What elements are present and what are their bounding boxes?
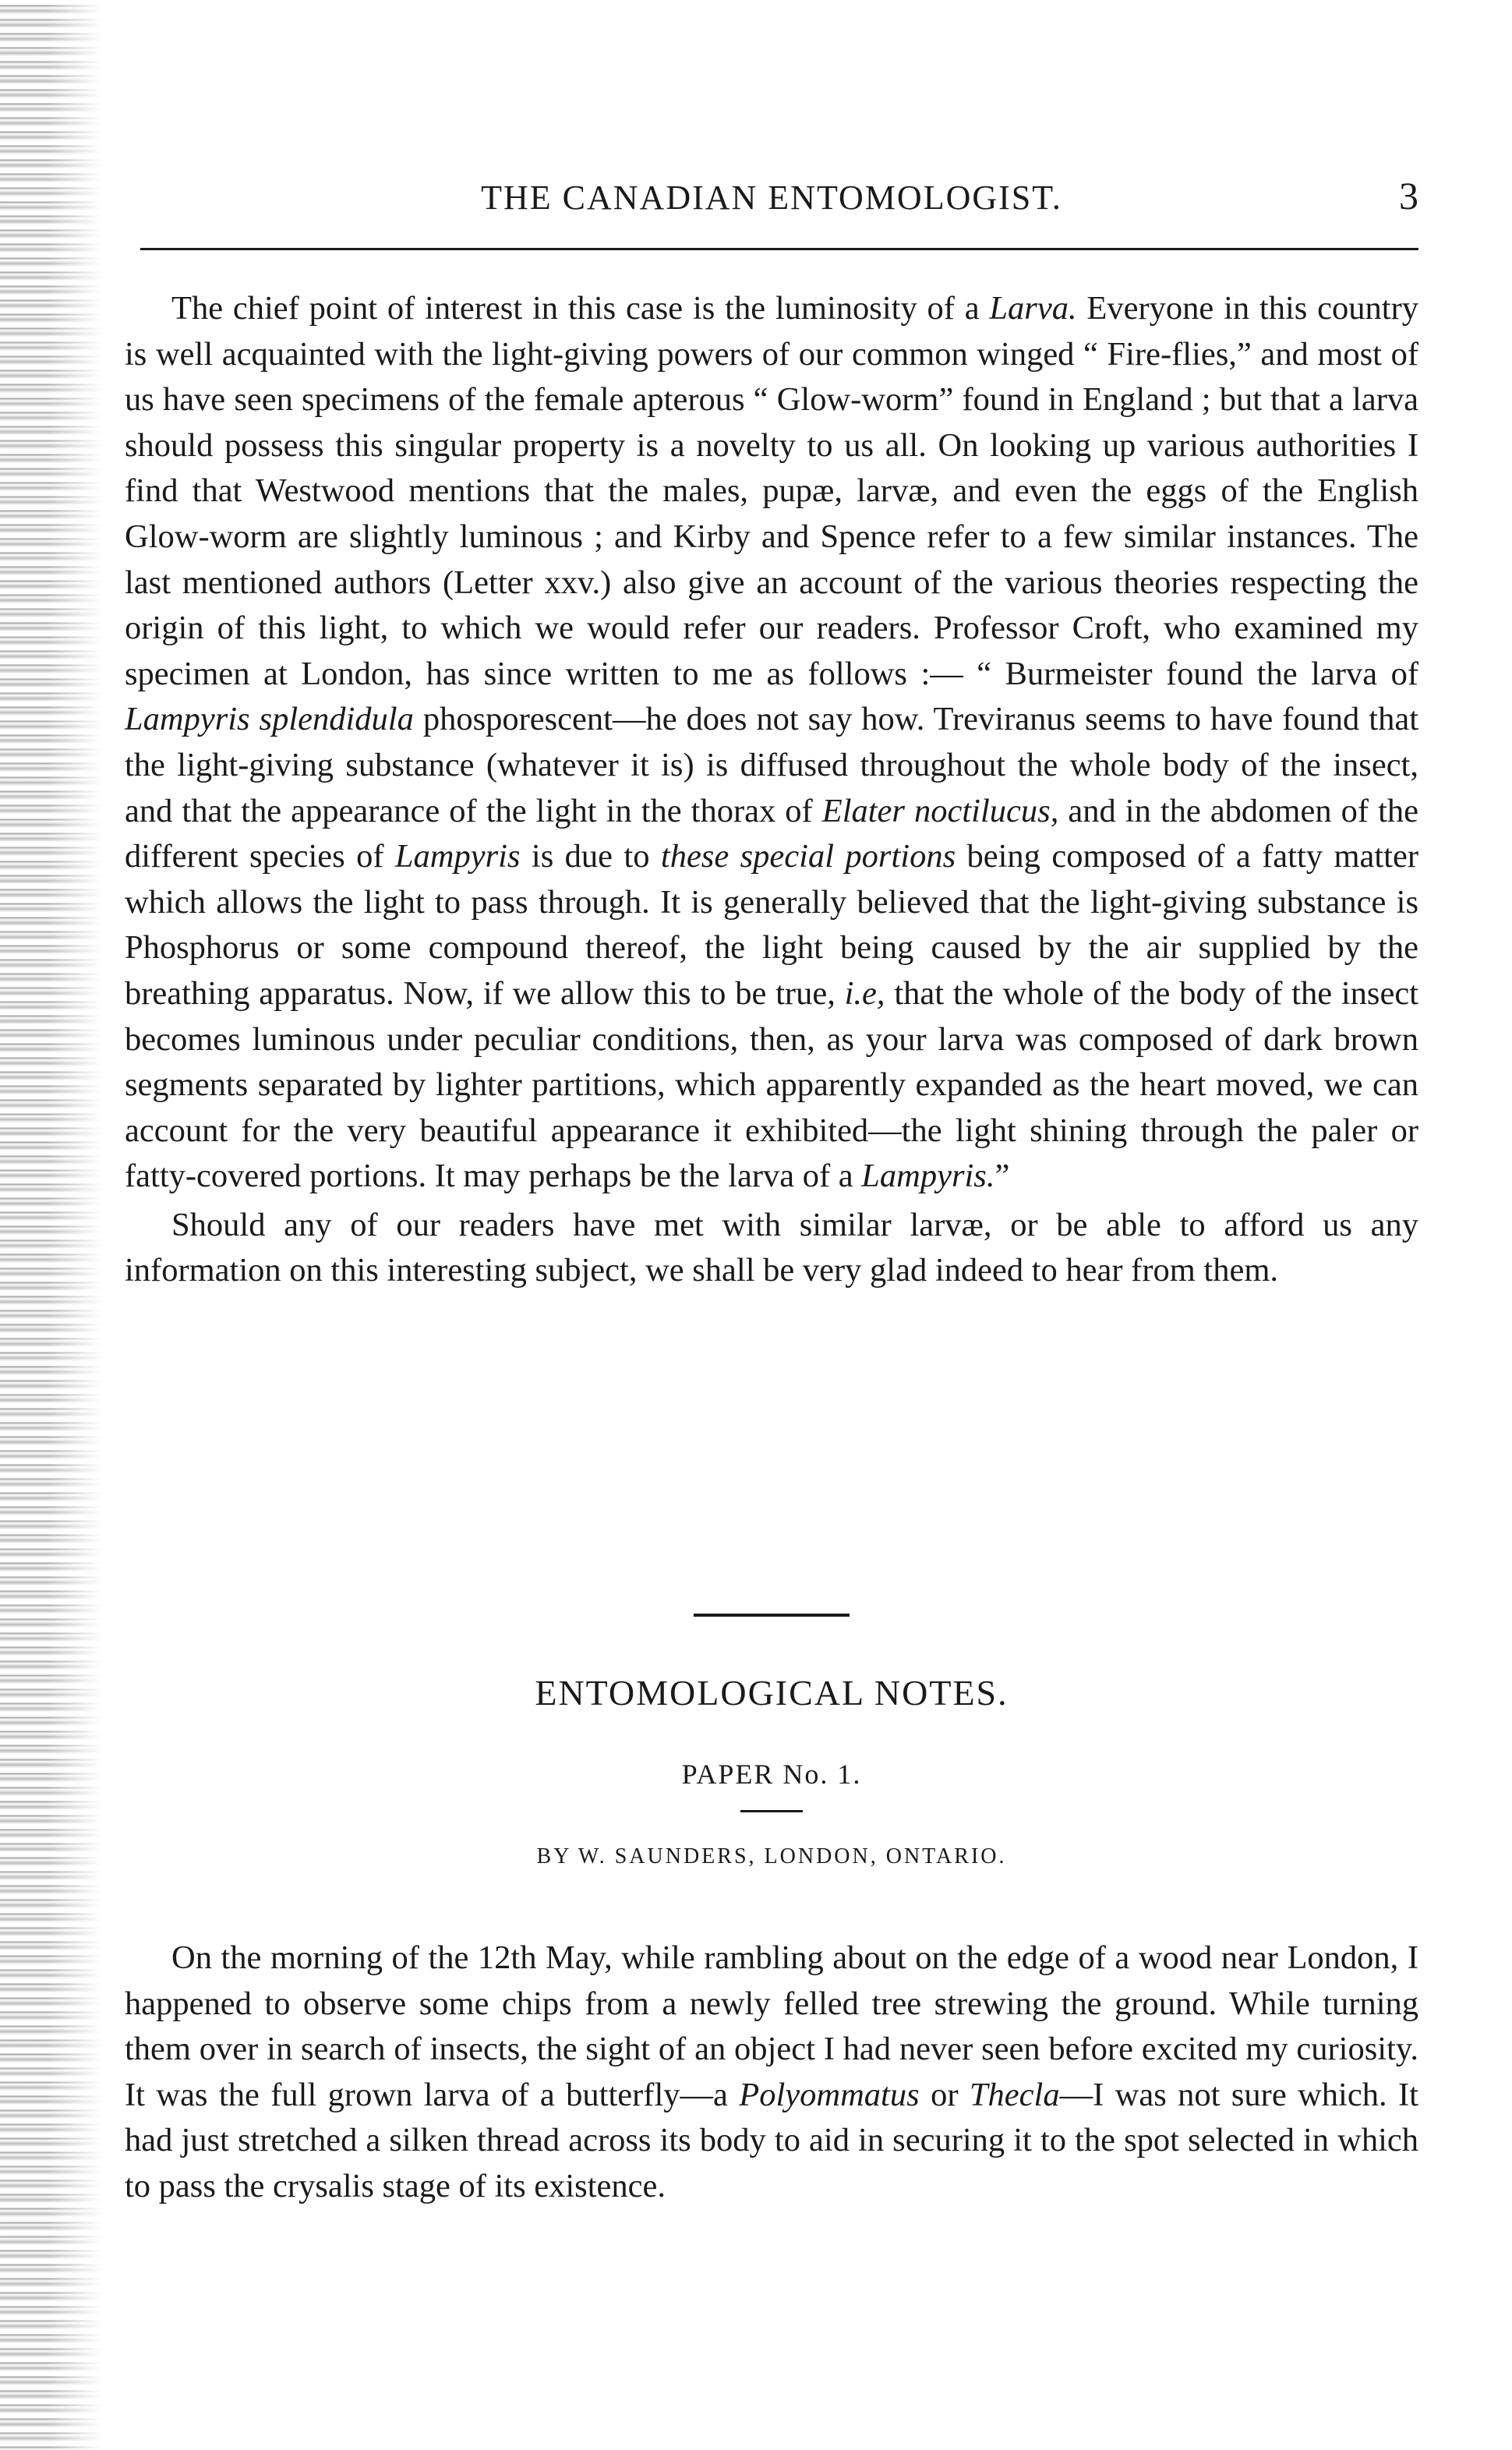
italic-run: Lampyris	[394, 838, 521, 875]
running-head	[125, 156, 1418, 217]
larva-luminosity-section	[125, 286, 1418, 1294]
header-rule	[140, 248, 1418, 250]
article-paper-number: PAPER No. 1.	[681, 1759, 862, 1790]
text-run: and in the abdomen of the different species of	[125, 792, 1419, 875]
text-run: ”	[994, 1158, 1010, 1195]
article-byline: BY W. SAUNDERS, LONDON, ONTARIO.	[536, 1844, 1007, 1868]
italic-run: Lampyris splendidula	[125, 701, 414, 738]
paragraph	[125, 286, 1418, 1200]
page-number: 3	[1399, 174, 1418, 217]
text-run: that the whole of the body of the insect becomes luminous under peculiar conditions, then, as your larva was composed of dark brown segments separated by lighter partitions, which apparently expanded as the heart moved, we can account for the very beautiful appearance it exhibited—the light shining through the paler or fatty-covered portions. It may perhaps be the larva of a	[125, 974, 1418, 1195]
paragraph	[125, 1936, 1418, 2210]
italic-run: Elater noctilucus,	[821, 792, 1059, 829]
journal-page	[125, 156, 1419, 2204]
italic-run: Larva.	[989, 290, 1077, 327]
article-body	[125, 1936, 1418, 2210]
running-title: THE CANADIAN ENTOMOLOGIST.	[481, 179, 1062, 217]
italic-run: Polyommatus	[739, 2076, 920, 2113]
section-separator-rule	[694, 1614, 850, 1617]
text-run: is due to	[520, 838, 661, 875]
italic-run: these special portions	[660, 838, 956, 875]
italic-run: Lampyris.	[861, 1158, 995, 1195]
paragraph: Should any of our readers have met with similar larvæ, or be able to afford us any information on this interesting subject, we shall be very glad indeed to hear from them.	[125, 1206, 1418, 1289]
byline-rule	[740, 1810, 803, 1812]
text-run: being composed of a fatty matter which allows the light to pass through. It is generally believed that the light-giving substance is Phosphorus or some compound thereof, the light being caused by the air supplied by the breathing apparatus. Now, if we allow this to be true,	[125, 838, 1418, 1012]
text-run: —I was not sure which. It had just stretched a silken thread across its body to aid in securing it to the spot selected in which to pass the crysalis stage of its existence.	[125, 2076, 1418, 2204]
text-run: On the morning of the 12th May, while rambling about on the edge of a wood near London, I happened to observe some chips from a newly felled tree strewing the ground. While turning them over in search of insects, the sight of an object I had never seen before excited my curiosity. It was the full grown larva of a butterfly—a	[125, 1939, 1418, 2113]
article-title: ENTOMOLOGICAL NOTES.	[535, 1673, 1009, 1713]
page-binding-edge	[0, 0, 101, 2450]
text-run: phosporescent—he does not say how. Treviranus seems to have found that the light-giving substance (whatever it is) is diffused throughout the whole body of the insect, and that the appearance of the light in the thorax of	[125, 701, 1418, 829]
text-run: Everyone in this country is well acquainted with the light-giving powers of our common winged “ Fire-flies,” and most of us have seen specimens of the female apterous “ Glow-worm” found in England ; but that a larva should possess this singular property is a novelty to us all. On looking up various authorities I find that Westwood mentions that the males, pupæ, larvæ, and even the eggs of the English Glow-worm are slightly luminous ; and Kirby and Spence refer to a few similar instances. The last mentioned authors (Letter xxv.) also give an account of the various theories respecting the origin of this light, to which we would refer our readers. Professor Croft, who examined my specimen at London, has since written to me as follows :— “ Burmeister found the larva of	[125, 290, 1418, 692]
text-run: The chief point of interest in this case is the luminosity of a	[171, 290, 990, 327]
italic-run: i.e,	[844, 974, 885, 1012]
italic-run: Thecla	[969, 2076, 1060, 2113]
text-run: or	[919, 2076, 970, 2113]
